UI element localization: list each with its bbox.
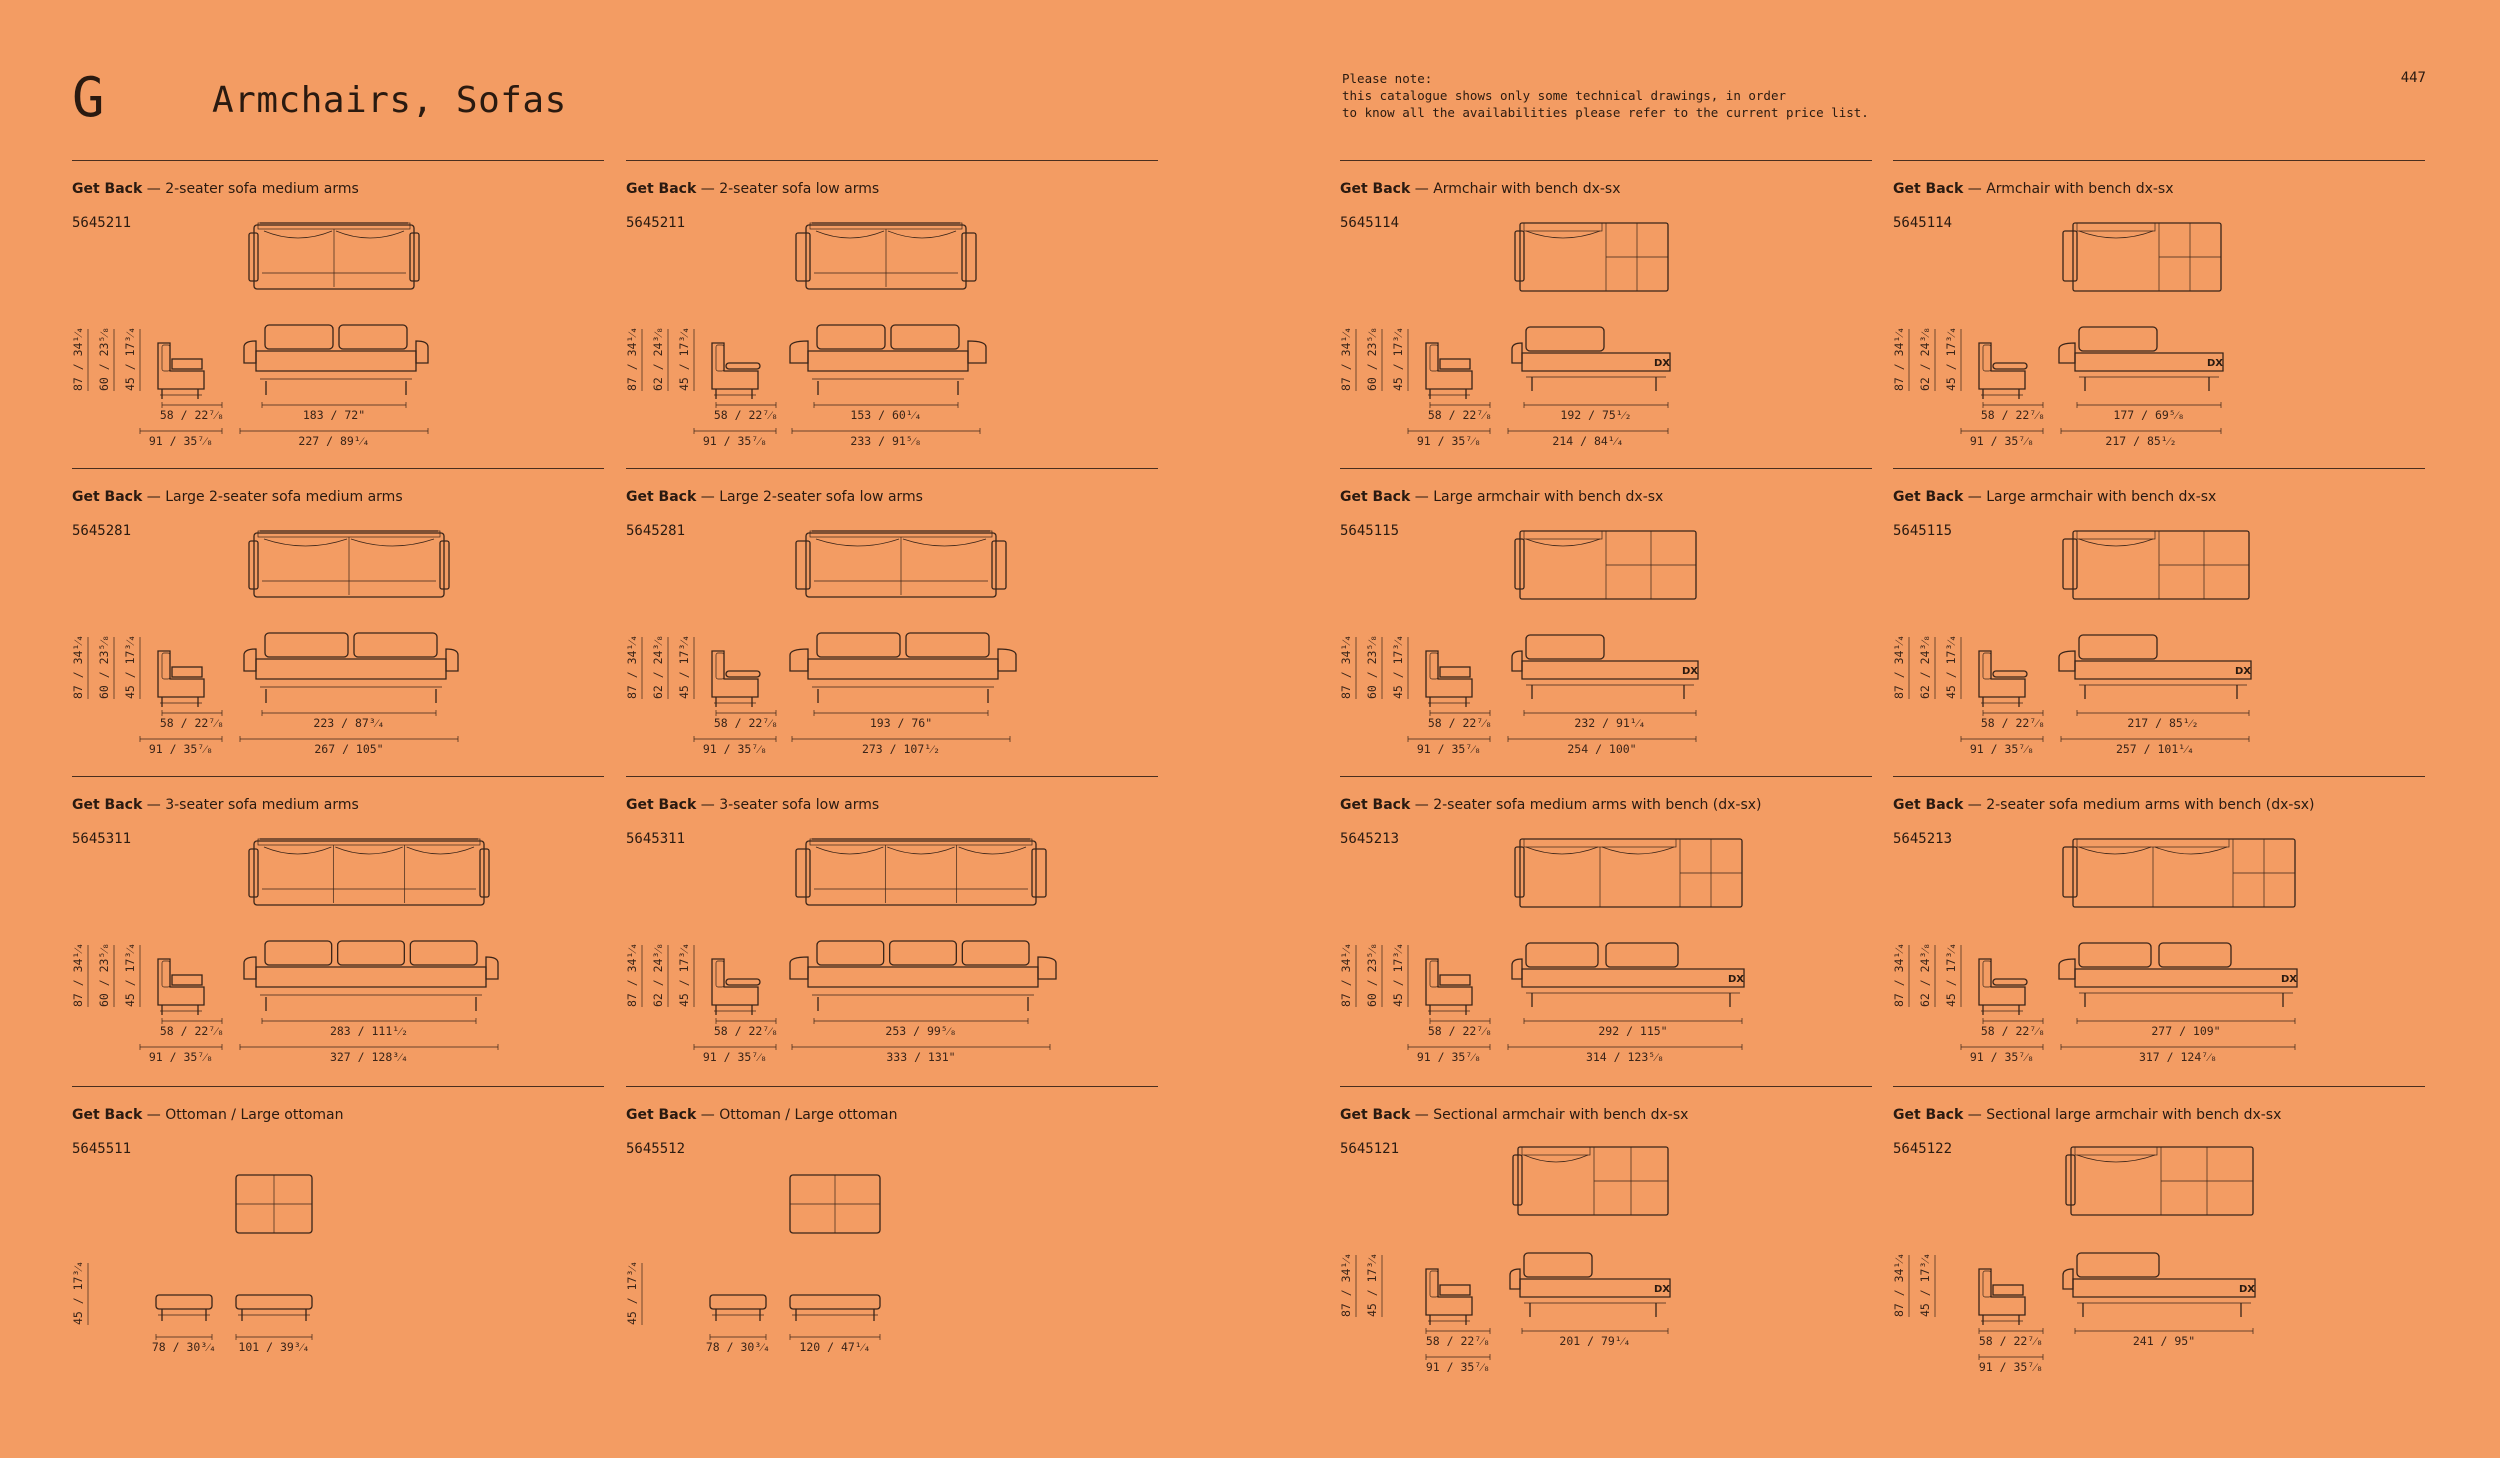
title-separator: — <box>696 1107 720 1123</box>
product-name: 2-seater sofa medium arms with bench (dx-sx) <box>1986 797 2315 813</box>
technical-drawing <box>1893 777 2425 1085</box>
height-dimension: 45 / 17³⁄₄ <box>1391 634 1405 699</box>
product-name: Armchair with bench dx-sx <box>1433 181 1621 197</box>
technical-drawing <box>72 777 604 1085</box>
dimension-label: 292 / 115" <box>1598 1024 1668 1038</box>
dimension-label: 257 / 101¹⁄₄ <box>2115 742 2195 756</box>
height-dimension: 87 / 34¹⁄₄ <box>71 942 85 1007</box>
height-dimension: 87 / 34¹⁄₄ <box>1892 942 1906 1007</box>
product-cell <box>72 468 604 777</box>
product-name: 3-seater sofa medium arms <box>165 797 359 813</box>
product-code: 5645211 <box>626 215 686 231</box>
product-cell <box>626 468 1158 777</box>
dimension-label: 314 / 123⁵⁄₈ <box>1585 1050 1665 1064</box>
height-dimension: 45 / 17³⁄₄ <box>1944 326 1958 391</box>
height-dimension: 60 / 23⁵⁄₈ <box>1365 942 1379 1007</box>
height-dimension: 60 / 23⁵⁄₈ <box>1365 634 1379 699</box>
dimension-label: 91 / 35⁷⁄₈ <box>1969 434 2035 448</box>
dx-label: DX <box>2239 1284 2256 1295</box>
dx-label: DX <box>2235 666 2252 677</box>
product-code: 5645211 <box>72 215 132 231</box>
dimension-label: 91 / 35⁷⁄₈ <box>702 434 768 448</box>
dimension-label: 217 / 85¹⁄₂ <box>2127 716 2199 730</box>
dimension-label: 91 / 35⁷⁄₈ <box>148 742 214 756</box>
product-code: 5645213 <box>1340 831 1400 847</box>
height-dimension: 45 / 17³⁄₄ <box>1944 634 1958 699</box>
brand-name: Get Back <box>1340 489 1411 505</box>
title-separator: — <box>1963 489 1987 505</box>
technical-drawing <box>1893 1087 2425 1395</box>
dimension-label: 78 / 30³⁄₄ <box>705 1340 771 1354</box>
height-dimension: 45 / 17³⁄₄ <box>123 326 137 391</box>
dimension-label: 283 / 111¹⁄₂ <box>329 1024 409 1038</box>
technical-drawing <box>626 469 1158 777</box>
product-code: 5645114 <box>1340 215 1400 231</box>
dx-label: DX <box>2207 358 2224 369</box>
dimension-label: 233 / 91⁵⁄₈ <box>850 434 922 448</box>
dimension-label: 91 / 35⁷⁄₈ <box>702 1050 768 1064</box>
dx-label: DX <box>1654 1284 1671 1295</box>
dimension-label: 120 / 47¹⁄₄ <box>799 1340 871 1354</box>
product-code: 5645115 <box>1340 523 1400 539</box>
product-cell <box>72 1086 604 1395</box>
height-dimension: 87 / 34¹⁄₄ <box>1892 326 1906 391</box>
product-code: 5645213 <box>1893 831 1953 847</box>
height-dimension: 60 / 23⁵⁄₈ <box>97 634 111 699</box>
technical-drawing <box>1340 1087 1872 1395</box>
dimension-label: 101 / 39³⁄₄ <box>238 1340 310 1354</box>
title-separator: — <box>1963 181 1987 197</box>
brand-name: Get Back <box>626 181 697 197</box>
dimension-label: 153 / 60¹⁄₄ <box>850 408 922 422</box>
height-dimension: 45 / 17³⁄₄ <box>123 634 137 699</box>
product-cell <box>626 776 1158 1085</box>
product-name: Large 2-seater sofa low arms <box>719 489 923 505</box>
product-cell <box>1893 160 2425 469</box>
dimension-label: 78 / 30³⁄₄ <box>151 1340 217 1354</box>
price-list-note <box>1342 70 1869 121</box>
product-name: Ottoman / Large ottoman <box>719 1107 898 1123</box>
brand-name: Get Back <box>1340 1107 1411 1123</box>
technical-drawing <box>72 1087 604 1395</box>
brand-name: Get Back <box>626 1107 697 1123</box>
height-dimension: 62 / 24³⁄₈ <box>1918 942 1932 1007</box>
height-dimension: 62 / 24³⁄₈ <box>1918 634 1932 699</box>
technical-drawing <box>72 161 604 469</box>
height-dimension: 87 / 34¹⁄₄ <box>71 326 85 391</box>
product-cell <box>626 1086 1158 1395</box>
dimension-label: 58 / 22⁷⁄₈ <box>1427 716 1493 730</box>
dimension-label: 327 / 128³⁄₄ <box>329 1050 409 1064</box>
height-dimension: 45 / 17³⁄₄ <box>1391 326 1405 391</box>
section-letter: G <box>72 66 105 129</box>
technical-drawing <box>626 777 1158 1085</box>
dimension-label: 91 / 35⁷⁄₈ <box>148 434 214 448</box>
height-dimension: 60 / 23⁵⁄₈ <box>97 326 111 391</box>
product-cell <box>1340 160 1872 469</box>
title-separator: — <box>1963 797 1987 813</box>
technical-drawing <box>626 161 1158 469</box>
height-dimension: 62 / 24³⁄₈ <box>651 326 665 391</box>
dimension-label: 227 / 89¹⁄₄ <box>298 434 370 448</box>
technical-drawing <box>1340 469 1872 777</box>
product-code: 5645511 <box>72 1141 132 1157</box>
dimension-label: 58 / 22⁷⁄₈ <box>1980 1024 2046 1038</box>
title-separator: — <box>696 489 720 505</box>
product-cell <box>1893 776 2425 1085</box>
product-name: Large armchair with bench dx-sx <box>1433 489 1664 505</box>
dimension-label: 232 / 91¹⁄₄ <box>1574 716 1646 730</box>
title-separator: — <box>696 181 720 197</box>
dimension-label: 58 / 22⁷⁄₈ <box>713 408 779 422</box>
dimension-label: 58 / 22⁷⁄₈ <box>713 1024 779 1038</box>
product-cell <box>1893 468 2425 777</box>
dimension-label: 58 / 22⁷⁄₈ <box>713 716 779 730</box>
dimension-label: 193 / 76" <box>869 716 933 730</box>
product-cell <box>72 160 604 469</box>
height-dimension: 87 / 34¹⁄₄ <box>1339 942 1353 1007</box>
dimension-label: 58 / 22⁷⁄₈ <box>159 408 225 422</box>
dimension-label: 273 / 107¹⁄₂ <box>861 742 941 756</box>
brand-name: Get Back <box>626 489 697 505</box>
dimension-label: 91 / 35⁷⁄₈ <box>1425 1360 1491 1374</box>
dimension-label: 91 / 35⁷⁄₈ <box>1416 1050 1482 1064</box>
height-dimension: 45 / 17³⁄₄ <box>1918 1252 1932 1317</box>
dimension-label: 253 / 99⁵⁄₈ <box>885 1024 957 1038</box>
dimension-label: 241 / 95" <box>2132 1334 2196 1348</box>
height-dimension: 87 / 34¹⁄₄ <box>71 634 85 699</box>
dimension-label: 317 / 124⁷⁄₈ <box>2138 1050 2218 1064</box>
dimension-label: 91 / 35⁷⁄₈ <box>1978 1360 2044 1374</box>
product-code: 5645311 <box>626 831 686 847</box>
product-code: 5645281 <box>626 523 686 539</box>
dimension-label: 333 / 131" <box>886 1050 956 1064</box>
dimension-label: 277 / 109" <box>2151 1024 2221 1038</box>
brand-name: Get Back <box>1340 181 1411 197</box>
technical-drawing <box>1340 161 1872 469</box>
product-cell <box>1340 776 1872 1085</box>
title-separator: — <box>142 181 166 197</box>
height-dimension: 60 / 23⁵⁄₈ <box>97 942 111 1007</box>
product-cell <box>626 160 1158 469</box>
note-line: Please note: <box>1342 71 1433 86</box>
dimension-label: 58 / 22⁷⁄₈ <box>1427 408 1493 422</box>
dimension-label: 183 / 72" <box>302 408 366 422</box>
product-code: 5645122 <box>1893 1141 1953 1157</box>
height-dimension: 45 / 17³⁄₄ <box>1365 1252 1379 1317</box>
product-name: 2-seater sofa low arms <box>719 181 880 197</box>
dimension-label: 223 / 87³⁄₄ <box>313 716 385 730</box>
dimension-label: 177 / 69⁵⁄₈ <box>2113 408 2185 422</box>
note-line: this catalogue shows only some technical drawings, in order <box>1342 88 1787 103</box>
dimension-label: 58 / 22⁷⁄₈ <box>1427 1024 1493 1038</box>
height-dimension: 87 / 34¹⁄₄ <box>1339 634 1353 699</box>
product-cell <box>1340 468 1872 777</box>
product-name: Sectional armchair with bench dx-sx <box>1433 1107 1689 1123</box>
technical-drawing <box>626 1087 1158 1395</box>
dx-label: DX <box>2281 974 2298 985</box>
height-dimension: 62 / 24³⁄₈ <box>1918 326 1932 391</box>
dimension-label: 58 / 22⁷⁄₈ <box>1978 1334 2044 1348</box>
dimension-label: 91 / 35⁷⁄₈ <box>1969 742 2035 756</box>
dimension-label: 58 / 22⁷⁄₈ <box>1425 1334 1491 1348</box>
title-separator: — <box>696 797 720 813</box>
height-dimension: 60 / 23⁵⁄₈ <box>1365 326 1379 391</box>
dimension-label: 91 / 35⁷⁄₈ <box>1416 742 1482 756</box>
dimension-label: 217 / 85¹⁄₂ <box>2105 434 2177 448</box>
height-dimension: 45 / 17³⁄₄ <box>1391 942 1405 1007</box>
height-dimension: 87 / 34¹⁄₄ <box>1892 1252 1906 1317</box>
product-code: 5645115 <box>1893 523 1953 539</box>
brand-name: Get Back <box>626 797 697 813</box>
title-separator: — <box>142 797 166 813</box>
brand-name: Get Back <box>72 1107 143 1123</box>
height-dimension: 87 / 34¹⁄₄ <box>625 942 639 1007</box>
product-cell <box>1893 1086 2425 1395</box>
height-dimension: 62 / 24³⁄₈ <box>651 634 665 699</box>
dimension-label: 91 / 35⁷⁄₈ <box>148 1050 214 1064</box>
technical-drawing <box>1340 777 1872 1085</box>
product-name: Sectional large armchair with bench dx-sx <box>1986 1107 2282 1123</box>
height-dimension: 45 / 17³⁄₄ <box>677 326 691 391</box>
height-dimension: 45 / 17³⁄₄ <box>123 942 137 1007</box>
page-number: 447 <box>2400 70 2426 86</box>
height-dimension: 45 / 17³⁄₄ <box>677 634 691 699</box>
brand-name: Get Back <box>72 181 143 197</box>
brand-name: Get Back <box>1893 797 1964 813</box>
brand-name: Get Back <box>72 489 143 505</box>
product-cell <box>1340 1086 1872 1395</box>
brand-name: Get Back <box>1893 1107 1964 1123</box>
height-dimension: 87 / 34¹⁄₄ <box>1339 1252 1353 1317</box>
height-dimension: 87 / 34¹⁄₄ <box>1339 326 1353 391</box>
height-dimension: 45 / 17³⁄₄ <box>677 942 691 1007</box>
title-separator: — <box>142 1107 166 1123</box>
title-separator: — <box>1963 1107 1987 1123</box>
product-name: Large 2-seater sofa medium arms <box>165 489 403 505</box>
height-dimension: 87 / 34¹⁄₄ <box>1892 634 1906 699</box>
dimension-label: 58 / 22⁷⁄₈ <box>1980 716 2046 730</box>
dimension-label: 201 / 79¹⁄₄ <box>1559 1334 1631 1348</box>
product-code: 5645121 <box>1340 1141 1400 1157</box>
product-name: 3-seater sofa low arms <box>719 797 880 813</box>
dimension-label: 267 / 105" <box>314 742 384 756</box>
title-separator: — <box>1410 181 1434 197</box>
product-code: 5645114 <box>1893 215 1953 231</box>
product-name: 2-seater sofa medium arms with bench (dx-sx) <box>1433 797 1762 813</box>
dimension-label: 91 / 35⁷⁄₈ <box>1416 434 1482 448</box>
dimension-label: 254 / 100" <box>1567 742 1637 756</box>
dx-label: DX <box>1654 358 1671 369</box>
height-dimension: 45 / 17³⁄₄ <box>1944 942 1958 1007</box>
dimension-label: 58 / 22⁷⁄₈ <box>159 1024 225 1038</box>
note-line: to know all the availabilities please refer to the current price list. <box>1342 105 1869 120</box>
title-separator: — <box>1410 797 1434 813</box>
title-separator: — <box>1410 489 1434 505</box>
technical-drawing <box>1893 469 2425 777</box>
dimension-label: 58 / 22⁷⁄₈ <box>159 716 225 730</box>
product-code: 5645512 <box>626 1141 686 1157</box>
dimension-label: 91 / 35⁷⁄₈ <box>1969 1050 2035 1064</box>
product-name: Ottoman / Large ottoman <box>165 1107 344 1123</box>
brand-name: Get Back <box>1893 489 1964 505</box>
height-dimension: 62 / 24³⁄₈ <box>651 942 665 1007</box>
dimension-label: 214 / 84¹⁄₄ <box>1552 434 1624 448</box>
product-name: Large armchair with bench dx-sx <box>1986 489 2217 505</box>
product-name: 2-seater sofa medium arms <box>165 181 359 197</box>
product-cell <box>72 776 604 1085</box>
height-dimension: 45 / 17³⁄₄ <box>625 1260 639 1325</box>
height-dimension: 87 / 34¹⁄₄ <box>625 634 639 699</box>
dimension-label: 192 / 75¹⁄₂ <box>1560 408 1632 422</box>
height-dimension: 87 / 34¹⁄₄ <box>625 326 639 391</box>
product-code: 5645311 <box>72 831 132 847</box>
brand-name: Get Back <box>1340 797 1411 813</box>
dimension-label: 91 / 35⁷⁄₈ <box>702 742 768 756</box>
product-code: 5645281 <box>72 523 132 539</box>
brand-name: Get Back <box>72 797 143 813</box>
technical-drawing <box>1893 161 2425 469</box>
page-title: Armchairs, Sofas <box>212 80 567 121</box>
dx-label: DX <box>1682 666 1699 677</box>
height-dimension: 45 / 17³⁄₄ <box>71 1260 85 1325</box>
product-name: Armchair with bench dx-sx <box>1986 181 2174 197</box>
technical-drawing <box>72 469 604 777</box>
title-separator: — <box>142 489 166 505</box>
brand-name: Get Back <box>1893 181 1964 197</box>
title-separator: — <box>1410 1107 1434 1123</box>
dimension-label: 58 / 22⁷⁄₈ <box>1980 408 2046 422</box>
dx-label: DX <box>1728 974 1745 985</box>
